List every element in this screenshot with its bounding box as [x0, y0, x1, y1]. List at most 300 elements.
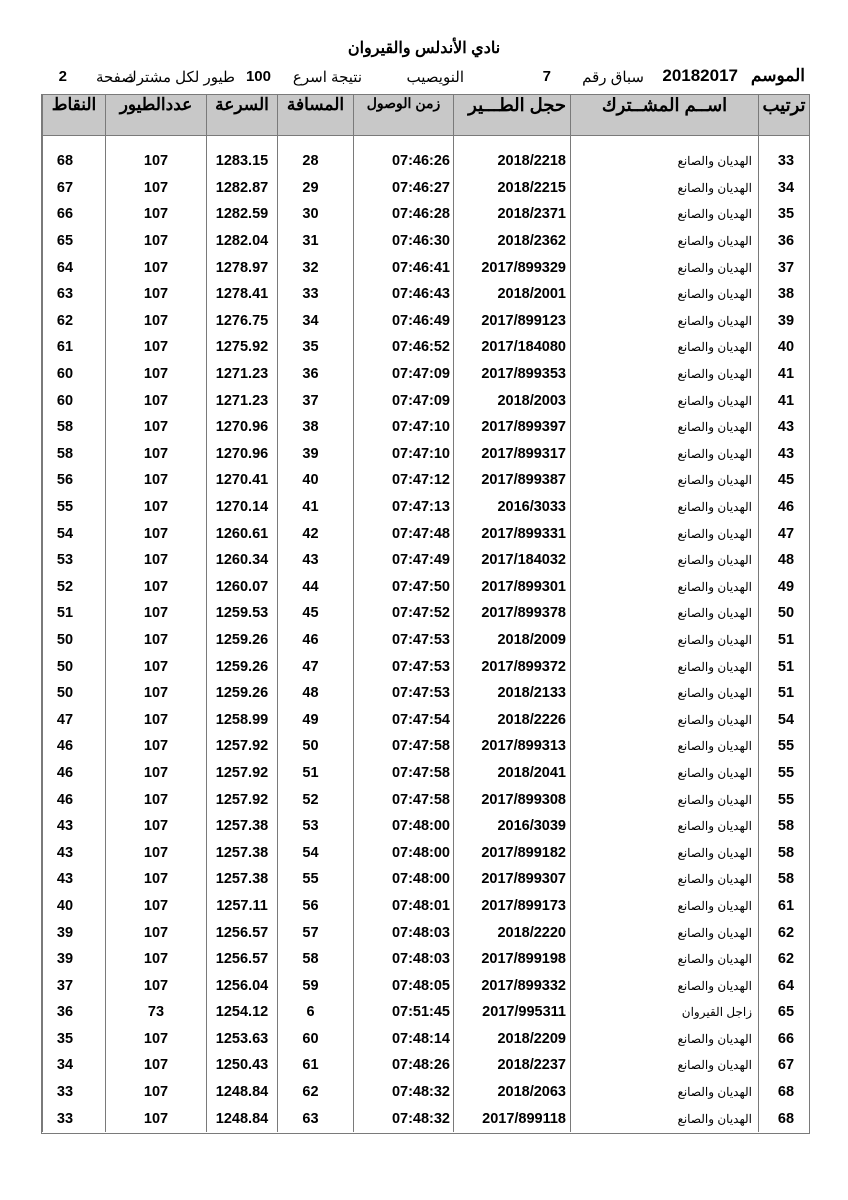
cell-points: 60	[43, 361, 106, 388]
cell-name: الهديان والصانع	[571, 972, 759, 999]
cell-rank: 50	[759, 600, 810, 627]
table-row	[43, 574, 810, 601]
cell-distance: 55	[278, 866, 354, 893]
cell-time: 07:47:50	[354, 574, 454, 601]
cell-distance: 54	[278, 839, 354, 866]
cell-time: 07:46:43	[354, 281, 454, 308]
cell-count: 107	[106, 228, 207, 255]
cell-points: 62	[43, 308, 106, 335]
cell-distance: 32	[278, 254, 354, 281]
cell-ring: 2018/2133	[454, 680, 571, 707]
cell-count: 107	[106, 706, 207, 733]
cell-rank: 58	[759, 866, 810, 893]
table-row	[43, 387, 810, 414]
col-ring: حجل الطـــير	[454, 95, 571, 136]
cell-time: 07:48:05	[354, 972, 454, 999]
cell-rank: 35	[759, 201, 810, 228]
table-row	[43, 441, 810, 468]
cell-speed: 1270.41	[207, 467, 278, 494]
cell-points: 66	[43, 201, 106, 228]
cell-count: 107	[106, 574, 207, 601]
col-rank: ترتيب	[759, 95, 810, 136]
table-row	[43, 946, 810, 973]
cell-count: 107	[106, 175, 207, 202]
cell-rank: 65	[759, 999, 810, 1026]
cell-distance: 59	[278, 972, 354, 999]
cell-points: 46	[43, 760, 106, 787]
cell-count: 107	[106, 760, 207, 787]
cell-rank: 34	[759, 175, 810, 202]
cell-count: 107	[106, 308, 207, 335]
cell-distance: 39	[278, 441, 354, 468]
cell-time: 07:47:58	[354, 760, 454, 787]
table-row	[43, 467, 810, 494]
cell-count: 107	[106, 281, 207, 308]
cell-name: الهديان والصانع	[571, 441, 759, 468]
cell-time: 07:46:30	[354, 228, 454, 255]
table-row	[43, 893, 810, 920]
cell-name: الهديان والصانع	[571, 467, 759, 494]
table-row	[43, 1052, 810, 1079]
cell-rank: 51	[759, 627, 810, 654]
cell-ring: 2017/899329	[454, 254, 571, 281]
table-row	[43, 201, 810, 228]
cell-name: الهديان والصانع	[571, 175, 759, 202]
table-row	[43, 1079, 810, 1106]
cell-count: 107	[106, 680, 207, 707]
cell-speed: 1259.26	[207, 680, 278, 707]
table-row	[43, 919, 810, 946]
cell-distance: 51	[278, 760, 354, 787]
cell-name: الهديان والصانع	[571, 228, 759, 255]
cell-speed: 1250.43	[207, 1052, 278, 1079]
cell-count: 107	[106, 733, 207, 760]
result-value: 100	[245, 68, 271, 85]
race-label: سباق رقم	[582, 69, 644, 86]
cell-time: 07:48:26	[354, 1052, 454, 1079]
cell-time: 07:47:58	[354, 733, 454, 760]
cell-speed: 1259.53	[207, 600, 278, 627]
table-row	[43, 760, 810, 787]
cell-rank: 40	[759, 334, 810, 361]
cell-rank: 33	[759, 148, 810, 175]
cell-time: 07:48:01	[354, 893, 454, 920]
cell-points: 34	[43, 1052, 106, 1079]
cell-time: 07:48:03	[354, 946, 454, 973]
cell-name: الهديان والصانع	[571, 1105, 759, 1132]
cell-count: 107	[106, 786, 207, 813]
cell-speed: 1257.38	[207, 813, 278, 840]
cell-points: 35	[43, 1026, 106, 1053]
cell-count: 107	[106, 972, 207, 999]
cell-count: 107	[106, 441, 207, 468]
cell-time: 07:48:03	[354, 919, 454, 946]
cell-distance: 43	[278, 547, 354, 574]
cell-count: 107	[106, 946, 207, 973]
cell-speed: 1276.75	[207, 308, 278, 335]
cell-speed: 1275.92	[207, 334, 278, 361]
cell-ring: 2018/2063	[454, 1079, 571, 1106]
table-row	[43, 733, 810, 760]
cell-time: 07:47:53	[354, 680, 454, 707]
cell-ring: 2017/899353	[454, 361, 571, 388]
cell-count: 107	[106, 520, 207, 547]
cell-time: 07:47:10	[354, 441, 454, 468]
cell-speed: 1270.14	[207, 494, 278, 521]
cell-name: زاجل القيروان	[571, 999, 759, 1026]
cell-speed: 1260.07	[207, 574, 278, 601]
cell-time: 07:47:54	[354, 706, 454, 733]
table-row	[43, 680, 810, 707]
cell-ring: 2017/899308	[454, 786, 571, 813]
cell-count: 107	[106, 547, 207, 574]
cell-time: 07:48:00	[354, 839, 454, 866]
cell-rank: 61	[759, 893, 810, 920]
cell-distance: 29	[278, 175, 354, 202]
cell-ring: 2018/2371	[454, 201, 571, 228]
cell-rank: 47	[759, 520, 810, 547]
cell-ring: 2017/899182	[454, 839, 571, 866]
cell-time: 07:48:00	[354, 813, 454, 840]
cell-distance: 48	[278, 680, 354, 707]
cell-speed: 1259.26	[207, 653, 278, 680]
cell-name: الهديان والصانع	[571, 387, 759, 414]
cell-distance: 45	[278, 600, 354, 627]
cell-time: 07:46:52	[354, 334, 454, 361]
col-time: زمن الوصول	[354, 95, 454, 136]
col-speed: السرعة	[207, 95, 278, 136]
cell-ring: 2018/2209	[454, 1026, 571, 1053]
cell-count: 107	[106, 467, 207, 494]
table-row	[43, 281, 810, 308]
cell-speed: 1278.97	[207, 254, 278, 281]
cell-points: 33	[43, 1079, 106, 1106]
cell-speed: 1256.04	[207, 972, 278, 999]
cell-distance: 53	[278, 813, 354, 840]
cell-distance: 47	[278, 653, 354, 680]
cell-speed: 1253.63	[207, 1026, 278, 1053]
cell-count: 107	[106, 1026, 207, 1053]
cell-name: الهديان والصانع	[571, 706, 759, 733]
cell-speed: 1254.12	[207, 999, 278, 1026]
cell-distance: 57	[278, 919, 354, 946]
cell-distance: 62	[278, 1079, 354, 1106]
cell-ring: 2017/899397	[454, 414, 571, 441]
cell-points: 50	[43, 627, 106, 654]
cell-count: 107	[106, 839, 207, 866]
table-row	[43, 1105, 810, 1132]
cell-ring: 2017/899173	[454, 893, 571, 920]
cell-count: 107	[106, 627, 207, 654]
cell-speed: 1282.87	[207, 175, 278, 202]
cell-speed: 1256.57	[207, 919, 278, 946]
cell-time: 07:46:27	[354, 175, 454, 202]
cell-points: 53	[43, 547, 106, 574]
race-value: 7	[542, 68, 551, 85]
club-title: نادي الأندلس والقيروان	[347, 40, 501, 57]
cell-speed: 1260.61	[207, 520, 278, 547]
cell-ring: 2018/2215	[454, 175, 571, 202]
cell-ring: 2016/3039	[454, 813, 571, 840]
cell-points: 50	[43, 653, 106, 680]
cell-rank: 58	[759, 839, 810, 866]
birds-per-member-label: طيور لكل مشترك	[124, 69, 235, 86]
cell-count: 107	[106, 653, 207, 680]
cell-time: 07:47:09	[354, 387, 454, 414]
table-row	[43, 254, 810, 281]
cell-time: 07:48:14	[354, 1026, 454, 1053]
cell-distance: 40	[278, 467, 354, 494]
cell-distance: 30	[278, 201, 354, 228]
cell-points: 39	[43, 946, 106, 973]
cell-distance: 52	[278, 786, 354, 813]
cell-rank: 39	[759, 308, 810, 335]
cell-rank: 43	[759, 441, 810, 468]
cell-name: الهديان والصانع	[571, 1079, 759, 1106]
cell-rank: 36	[759, 228, 810, 255]
cell-rank: 66	[759, 1026, 810, 1053]
cell-time: 07:51:45	[354, 999, 454, 1026]
cell-speed: 1257.38	[207, 839, 278, 866]
cell-ring: 2017/899313	[454, 733, 571, 760]
cell-distance: 63	[278, 1105, 354, 1132]
cell-ring: 2017/899118	[454, 1105, 571, 1132]
cell-distance: 28	[278, 148, 354, 175]
cell-points: 43	[43, 813, 106, 840]
table-row	[43, 228, 810, 255]
cell-distance: 50	[278, 733, 354, 760]
cell-ring: 2018/2226	[454, 706, 571, 733]
cell-ring: 2018/2237	[454, 1052, 571, 1079]
cell-points: 54	[43, 520, 106, 547]
table-row	[43, 653, 810, 680]
cell-speed: 1282.59	[207, 201, 278, 228]
col-count: عددالطيور	[106, 95, 207, 136]
cell-points: 65	[43, 228, 106, 255]
cell-count: 107	[106, 919, 207, 946]
cell-name: الهديان والصانع	[571, 600, 759, 627]
cell-distance: 34	[278, 308, 354, 335]
cell-points: 56	[43, 467, 106, 494]
col-name: اســم المشــترك	[571, 95, 759, 136]
cell-ring: 2018/2001	[454, 281, 571, 308]
cell-count: 107	[106, 866, 207, 893]
page-number: 2	[58, 68, 67, 85]
cell-distance: 58	[278, 946, 354, 973]
table-row	[43, 627, 810, 654]
table-row	[43, 1026, 810, 1053]
cell-ring: 2018/2220	[454, 919, 571, 946]
cell-distance: 46	[278, 627, 354, 654]
cell-name: الهديان والصانع	[571, 919, 759, 946]
cell-points: 58	[43, 414, 106, 441]
cell-ring: 2018/2041	[454, 760, 571, 787]
cell-rank: 38	[759, 281, 810, 308]
cell-ring: 2017/899372	[454, 653, 571, 680]
cell-time: 07:48:00	[354, 866, 454, 893]
cell-points: 61	[43, 334, 106, 361]
table-row	[43, 334, 810, 361]
cell-name: الهديان والصانع	[571, 627, 759, 654]
cell-count: 107	[106, 600, 207, 627]
table-row	[43, 361, 810, 388]
cell-distance: 31	[278, 228, 354, 255]
cell-rank: 67	[759, 1052, 810, 1079]
cell-speed: 1278.41	[207, 281, 278, 308]
cell-time: 07:48:32	[354, 1105, 454, 1132]
cell-count: 107	[106, 1052, 207, 1079]
table-row	[43, 547, 810, 574]
cell-count: 107	[106, 1105, 207, 1132]
cell-name: الهديان والصانع	[571, 254, 759, 281]
cell-rank: 54	[759, 706, 810, 733]
cell-count: 107	[106, 1079, 207, 1106]
cell-speed: 1257.38	[207, 866, 278, 893]
cell-points: 67	[43, 175, 106, 202]
cell-ring: 2017/995311	[454, 999, 571, 1026]
cell-speed: 1260.34	[207, 547, 278, 574]
table-row	[43, 706, 810, 733]
cell-name: الهديان والصانع	[571, 334, 759, 361]
cell-name: الهديان والصانع	[571, 1052, 759, 1079]
cell-time: 07:47:48	[354, 520, 454, 547]
cell-points: 36	[43, 999, 106, 1026]
cell-time: 07:47:12	[354, 467, 454, 494]
cell-rank: 55	[759, 760, 810, 787]
cell-ring: 2017/899301	[454, 574, 571, 601]
cell-rank: 46	[759, 494, 810, 521]
season-value: 20182017	[662, 66, 738, 85]
cell-speed: 1257.92	[207, 760, 278, 787]
table-row	[43, 600, 810, 627]
col-distance: المسافة	[278, 95, 354, 136]
cell-time: 07:46:49	[354, 308, 454, 335]
cell-time: 07:47:09	[354, 361, 454, 388]
cell-speed: 1258.99	[207, 706, 278, 733]
table-row	[43, 175, 810, 202]
cell-distance: 61	[278, 1052, 354, 1079]
cell-ring: 2017/184032	[454, 547, 571, 574]
cell-count: 107	[106, 201, 207, 228]
result-label: نتيجة اسرع	[292, 69, 362, 86]
cell-distance: 41	[278, 494, 354, 521]
cell-rank: 49	[759, 574, 810, 601]
cell-points: 43	[43, 839, 106, 866]
cell-points: 39	[43, 919, 106, 946]
cell-name: الهديان والصانع	[571, 893, 759, 920]
cell-ring: 2017/899307	[454, 866, 571, 893]
cell-points: 37	[43, 972, 106, 999]
cell-points: 40	[43, 893, 106, 920]
cell-name: الهديان والصانع	[571, 361, 759, 388]
cell-name: الهديان والصانع	[571, 494, 759, 521]
cell-count: 107	[106, 813, 207, 840]
cell-time: 07:47:53	[354, 627, 454, 654]
cell-speed: 1270.96	[207, 414, 278, 441]
cell-points: 43	[43, 866, 106, 893]
cell-rank: 68	[759, 1079, 810, 1106]
cell-distance: 42	[278, 520, 354, 547]
cell-points: 68	[43, 148, 106, 175]
cell-points: 33	[43, 1105, 106, 1132]
cell-points: 55	[43, 494, 106, 521]
cell-count: 73	[106, 999, 207, 1026]
cell-distance: 44	[278, 574, 354, 601]
cell-name: الهديان والصانع	[571, 680, 759, 707]
cell-name: الهديان والصانع	[571, 1026, 759, 1053]
table-row	[43, 972, 810, 999]
cell-speed: 1259.26	[207, 627, 278, 654]
cell-speed: 1257.92	[207, 786, 278, 813]
cell-speed: 1256.57	[207, 946, 278, 973]
cell-points: 52	[43, 574, 106, 601]
cell-distance: 56	[278, 893, 354, 920]
cell-name: الهديان والصانع	[571, 760, 759, 787]
cell-speed: 1257.11	[207, 893, 278, 920]
cell-rank: 51	[759, 680, 810, 707]
cell-count: 107	[106, 494, 207, 521]
table-row	[43, 866, 810, 893]
cell-count: 107	[106, 361, 207, 388]
cell-time: 07:46:26	[354, 148, 454, 175]
cell-name: الهديان والصانع	[571, 281, 759, 308]
cell-points: 46	[43, 786, 106, 813]
table-row	[43, 999, 810, 1026]
cell-ring: 2018/2362	[454, 228, 571, 255]
cell-points: 51	[43, 600, 106, 627]
cell-rank: 62	[759, 946, 810, 973]
cell-ring: 2016/3033	[454, 494, 571, 521]
cell-count: 107	[106, 414, 207, 441]
cell-distance: 37	[278, 387, 354, 414]
cell-points: 60	[43, 387, 106, 414]
cell-rank: 41	[759, 387, 810, 414]
race-location: النويصيب	[406, 69, 464, 86]
table-row	[43, 520, 810, 547]
table-row	[43, 813, 810, 840]
cell-count: 107	[106, 387, 207, 414]
cell-ring: 2017/899378	[454, 600, 571, 627]
table-header	[43, 95, 810, 136]
cell-distance: 60	[278, 1026, 354, 1053]
page-label: صفحة	[95, 69, 134, 86]
cell-rank: 68	[759, 1105, 810, 1132]
table-row	[43, 839, 810, 866]
cell-rank: 55	[759, 786, 810, 813]
cell-points: 47	[43, 706, 106, 733]
cell-ring: 2017/899331	[454, 520, 571, 547]
cell-name: الهديان والصانع	[571, 547, 759, 574]
cell-points: 46	[43, 733, 106, 760]
cell-distance: 35	[278, 334, 354, 361]
cell-points: 64	[43, 254, 106, 281]
cell-ring: 2017/899198	[454, 946, 571, 973]
cell-rank: 41	[759, 361, 810, 388]
cell-count: 107	[106, 893, 207, 920]
cell-count: 107	[106, 148, 207, 175]
cell-name: الهديان والصانع	[571, 574, 759, 601]
cell-distance: 36	[278, 361, 354, 388]
cell-count: 107	[106, 254, 207, 281]
cell-rank: 45	[759, 467, 810, 494]
cell-time: 07:47:53	[354, 653, 454, 680]
cell-rank: 58	[759, 813, 810, 840]
cell-name: الهديان والصانع	[571, 308, 759, 335]
cell-rank: 64	[759, 972, 810, 999]
cell-speed: 1283.15	[207, 148, 278, 175]
season-label: الموسم	[750, 66, 805, 85]
cell-points: 58	[43, 441, 106, 468]
